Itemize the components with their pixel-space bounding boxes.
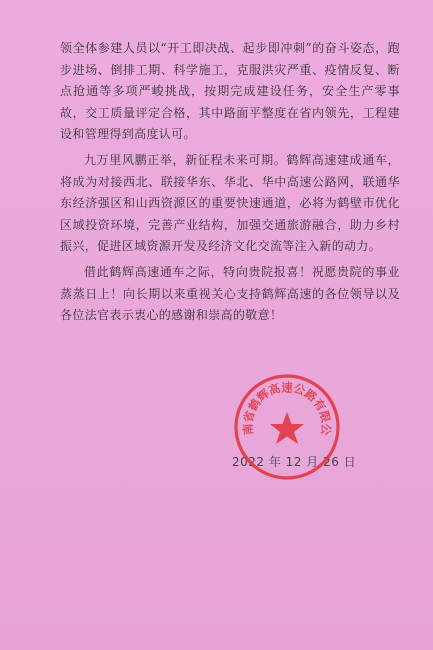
letter-date: 2022 年 12 月 26 日 — [232, 455, 357, 469]
paragraph-2: 九万里风鹏正举，新征程未来可期。鹤辉高速建成通车，将成为对接西北、联接华东、华北、华中高速公路网，联通华东经济强区和山西资源区的重要快速通道，必将为鹤壁市优化区域投资环境，完善产业结构，加强交通旅游融合，助力乡村振兴，促进区域资源开发及经济文化交流等注入新的动力。 — [60, 152, 400, 254]
paragraph-3: 借此鹤辉高速通车之际，特向贵院报喜！祝愿贵院的事业蒸蒸日上！向长期以来重视关心支持鹤辉高速的各位领导以及各位法官表示衷心的感谢和崇高的敬意！ — [60, 264, 400, 323]
company-seal — [232, 372, 342, 482]
red-star-icon — [270, 412, 304, 444]
letter-body — [60, 38, 400, 327]
paragraph-1: 领全体参建人员以“开工即决战、起步即冲刺”的奋斗姿态，跑步进场、倒排工期、科学施工，克服洪灾严重、疫情反复、断点抢通等多项严峻挑战，按期完成建设任务，安全生产零事故，交工质量评定合格，其中路面平整度在省内领先，工程建设和管理得到高度认可。 — [60, 41, 400, 142]
company-seal-graphic — [232, 372, 342, 482]
seal-text: 南省鹤辉高速公路有限公 — [240, 380, 334, 436]
